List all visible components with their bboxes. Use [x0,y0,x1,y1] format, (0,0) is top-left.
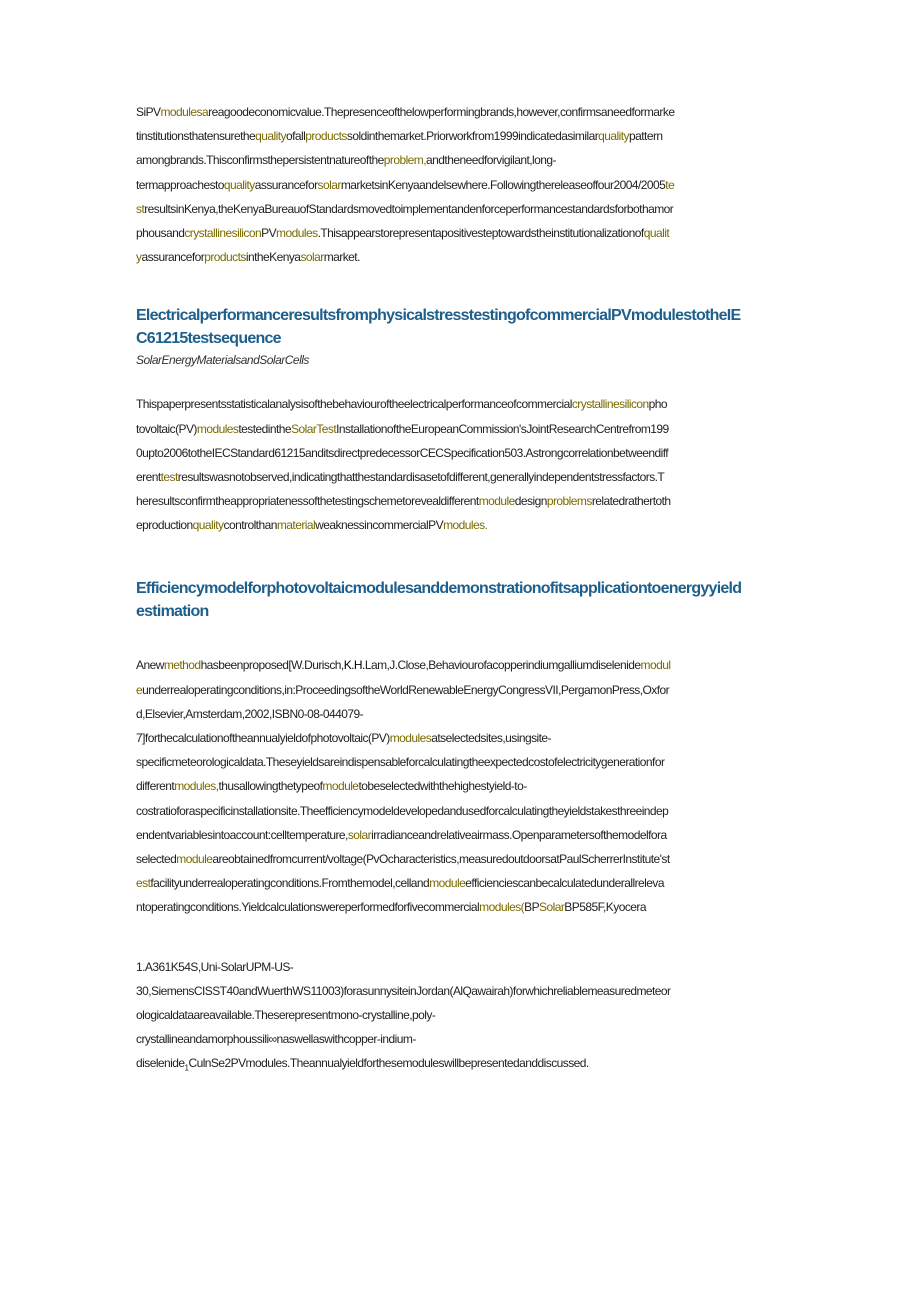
text-line [136,847,786,871]
text-run: 30,SiemensCISST40andWuerthWS11003)forasunnysiteinJordan(AlQawairah)forwhichreliablemeasuredmeteor [136,983,671,998]
text-run: Lam,J.Close,Behaviourofacopperindiumgalliumdiselenide [364,658,641,673]
highlighted-term: qualit [643,225,670,240]
highlighted-term: modulesa [160,105,209,119]
text-line [136,221,786,245]
intro-paragraph [136,100,786,269]
article-title[interactable] [136,304,786,350]
highlighted-term: solar [317,177,341,192]
highlighted-term: modules, [174,779,219,794]
text-line [136,173,786,197]
text-run: PV [261,225,277,240]
highlighted-term: modules. [443,518,488,533]
highlighted-term: problem, [383,153,427,168]
text-run: efficienciescanbecalculatedunderallreleva [465,876,664,891]
text-line [136,799,786,823]
text-line [136,465,786,489]
text-run: tobeselectedwiththehighestyield-to- [358,779,527,794]
text-line [136,489,786,513]
text-line [136,678,786,702]
highlighted-term: SolarTest [291,421,337,436]
highlighted-term: solar [300,250,324,265]
text-line [136,1027,786,1051]
text-run: reagoodeconomicvalue.Thepresenceofthelowperformingbrands,however,confirmsaneedformarke [208,105,675,119]
text-line [136,955,786,979]
text-run: tovoltaic(PV) [136,421,197,436]
highlighted-term: quality [192,518,224,533]
text-run: 1.A361K54S,Uni-SolarUPM-US- [136,959,294,974]
text-line [136,197,786,221]
text-line [136,895,786,919]
text-line [136,245,786,269]
highlighted-term: modules [276,225,318,240]
highlighted-term: products [305,129,347,144]
text-run: erent [136,469,161,484]
text-run: selected [136,851,177,866]
highlighted-term: module [429,876,466,891]
highlighted-term: module [322,779,359,794]
text-run: andtheneedforvigilant,long- [426,153,556,168]
text-run: underrealoperatingconditions,in:ProceedingsoftheWorldRenewableEnergyCongressVII,PergamonPress,Oxfor [142,682,670,697]
highlighted-term: modul [640,658,671,673]
article-title-line: ElectricalperformanceresultsfromphysicalstresstestingofcommercialPVmodulestotheIE [136,307,741,325]
text-run: 7]forthecalculationoftheannualyieldofphotovoltaic(PV) [136,731,390,745]
article-title-line: estimation [136,603,209,621]
text-run: controlthan [223,518,277,533]
highlighted-term: te [665,177,675,192]
text-run: testedinthe [238,421,292,436]
text-run: market. [323,250,360,265]
text-run: atselectedsites,usingsite- [431,731,551,745]
highlighted-term: problems [546,494,592,509]
text-run: Anew [136,658,164,673]
text-line [136,823,786,847]
highlighted-term: quality [223,177,255,192]
subscript: 1 [184,1063,189,1073]
continuation-paragraph [136,955,786,1076]
text-run: weaknessincommercialPV [315,518,444,533]
text-run: marketsinKenyaandelsewhere.Followingthereleaseoffour2004/2005 [340,177,666,192]
document-page [136,100,786,1075]
text-run: amongbrands.Thisconfirmsthepersistentnatureofthe [136,153,384,168]
text-run: irradianceandrelativeairmass.Openparametersofthemodelfora [371,827,667,842]
highlighted-term: Solar [539,900,565,915]
text-line [136,100,786,124]
abstract-paragraph [136,653,786,919]
text-line [136,1003,786,1027]
text-run: d,Elsevier,Amsterdam,2002,ISBN0-08-044079- [136,706,364,721]
highlighted-term: modules [389,731,432,745]
text-run: diselenide [136,1056,185,1071]
text-line [136,124,786,148]
text-line [136,148,786,172]
highlighted-term: products [204,250,246,265]
text-run: CulnSe2PVmodules.Theannualyieldforthesemoduleswillbepresentedanddiscussed. [188,1056,589,1071]
text-run: pho [648,397,668,412]
text-run: resultsinKenya,theKenyaBureauofStandardsmovedtoimplementandenforceperformancestandardsforbothamor [144,201,674,216]
highlighted-term: quality [255,129,286,144]
text-run: tinstitutionsthatensurethe [136,129,256,144]
text-run: ofall [285,129,306,144]
article-title-line: Efficiencymodelforphotovoltaicmodulesanddemonstrationofitsapplicationtoenergyyield [136,580,742,598]
text-run: Thispaperpresentsstatisticalanalysisofthebehaviouroftheelectricalperformanceofcommercial [136,397,572,412]
text-run: endentvariablesintoaccount:celltemperature, [136,827,348,842]
text-line [136,392,786,416]
author-initials: K.H. [343,658,365,673]
highlighted-term: e [136,682,143,697]
text-line [136,513,786,537]
text-line [136,1051,786,1075]
text-run: areobtainedfromcurrent/voltage(PvOcharacteristics,measuredoutdoorsatPaulScherrerInstitute'st [212,851,670,866]
text-run: eproduction [136,518,193,533]
text-run: specificmeteorologicaldata.Theseyieldsareindispensableforcalculatingtheexpectedcostofelectricitygenerationfor [136,755,665,770]
text-run: costratioforaspecificinstallationsite.Theefficiencymodeldevelopedandusedforcalculatingtheyieldstakesthreeindep [136,803,669,818]
highlighted-term: module [478,494,515,509]
text-line [136,702,786,726]
text-run: termapproachesto [136,177,224,192]
highlighted-term: modules( [479,900,525,915]
journal-name: SolarEnergyMaterialsandSolarCells [136,353,309,368]
article-title-line: C61215testsequence [136,330,281,348]
highlighted-term: y [136,250,142,265]
text-run: BP [524,900,540,915]
text-line [136,774,786,798]
text-run: SiPV [136,105,161,119]
text-run: .Thisappearstorepresentapositivesteptowardstheinstitutionalizationof [317,225,644,240]
highlighted-term: material [276,518,316,533]
article-electrical-performance [136,304,786,537]
highlighted-term: method [163,658,201,673]
text-run: intheKenya [245,250,301,265]
text-run: design [514,494,547,509]
text-line [136,726,786,750]
article-title[interactable] [136,577,786,623]
text-line [136,417,786,441]
text-run: ologicaldataareavailable.Theserepresentmono-crystalline,poly- [136,1007,436,1022]
text-run: ntoperatingconditions.Yieldcalculationswereperformedforfivecommercial [136,900,480,915]
text-line [136,750,786,774]
text-run: resultswasnotobserved,indicatingthatthestandardisasetofdifferent,generallyindependentstressfactors.T [177,469,665,484]
highlighted-term: crystallinesilicon [571,397,649,412]
text-run: different [136,779,175,794]
text-run: soldinthemarket.Priorworkfrom1999indicatedasimilar [346,129,599,144]
highlighted-term: test [160,469,178,484]
text-run: relatedrathertoth [591,494,671,509]
highlighted-term: st [136,201,145,216]
text-line [136,441,786,465]
text-run: assurancefor [254,177,318,192]
text-run: crystallineandamorphoussili∞naswellaswithcopper-indium- [136,1032,416,1047]
highlighted-term: quality [598,129,630,144]
text-run: BP585F,Kyocera [564,900,646,915]
article-efficiency-model [136,577,786,919]
text-line [136,979,786,1003]
text-line [136,871,786,895]
text-run: facilityunderrealoperatingconditions.Fromthemodel,celland [150,876,430,891]
highlighted-term: modules [196,421,239,436]
highlighted-term: module [176,851,213,866]
highlighted-term: est [136,876,151,891]
text-run: phousand [136,225,185,240]
highlighted-term: solar [347,827,372,842]
text-line [136,653,786,677]
abstract-paragraph [136,392,786,537]
highlighted-term: crystallinesilicon [184,225,262,240]
text-run: hasbeenproposed[W.Durisch, [200,658,344,673]
text-run: heresultsconfirmtheappropriatenessofthetestingschemetorevealdifferent [136,494,479,509]
text-run: pattern [629,129,663,144]
text-run: InstallationoftheEuropeanCommission'sJointResearchCentrefrom199 [336,421,669,436]
text-run: thusallowingthetypeof [218,779,323,794]
text-run: 0upto2006totheIECStandard61215anditsdirectpredecessorCECSpecification503.Astrongcorrelationbetweendiff [136,445,669,460]
text-run: assurancefor [141,250,205,265]
